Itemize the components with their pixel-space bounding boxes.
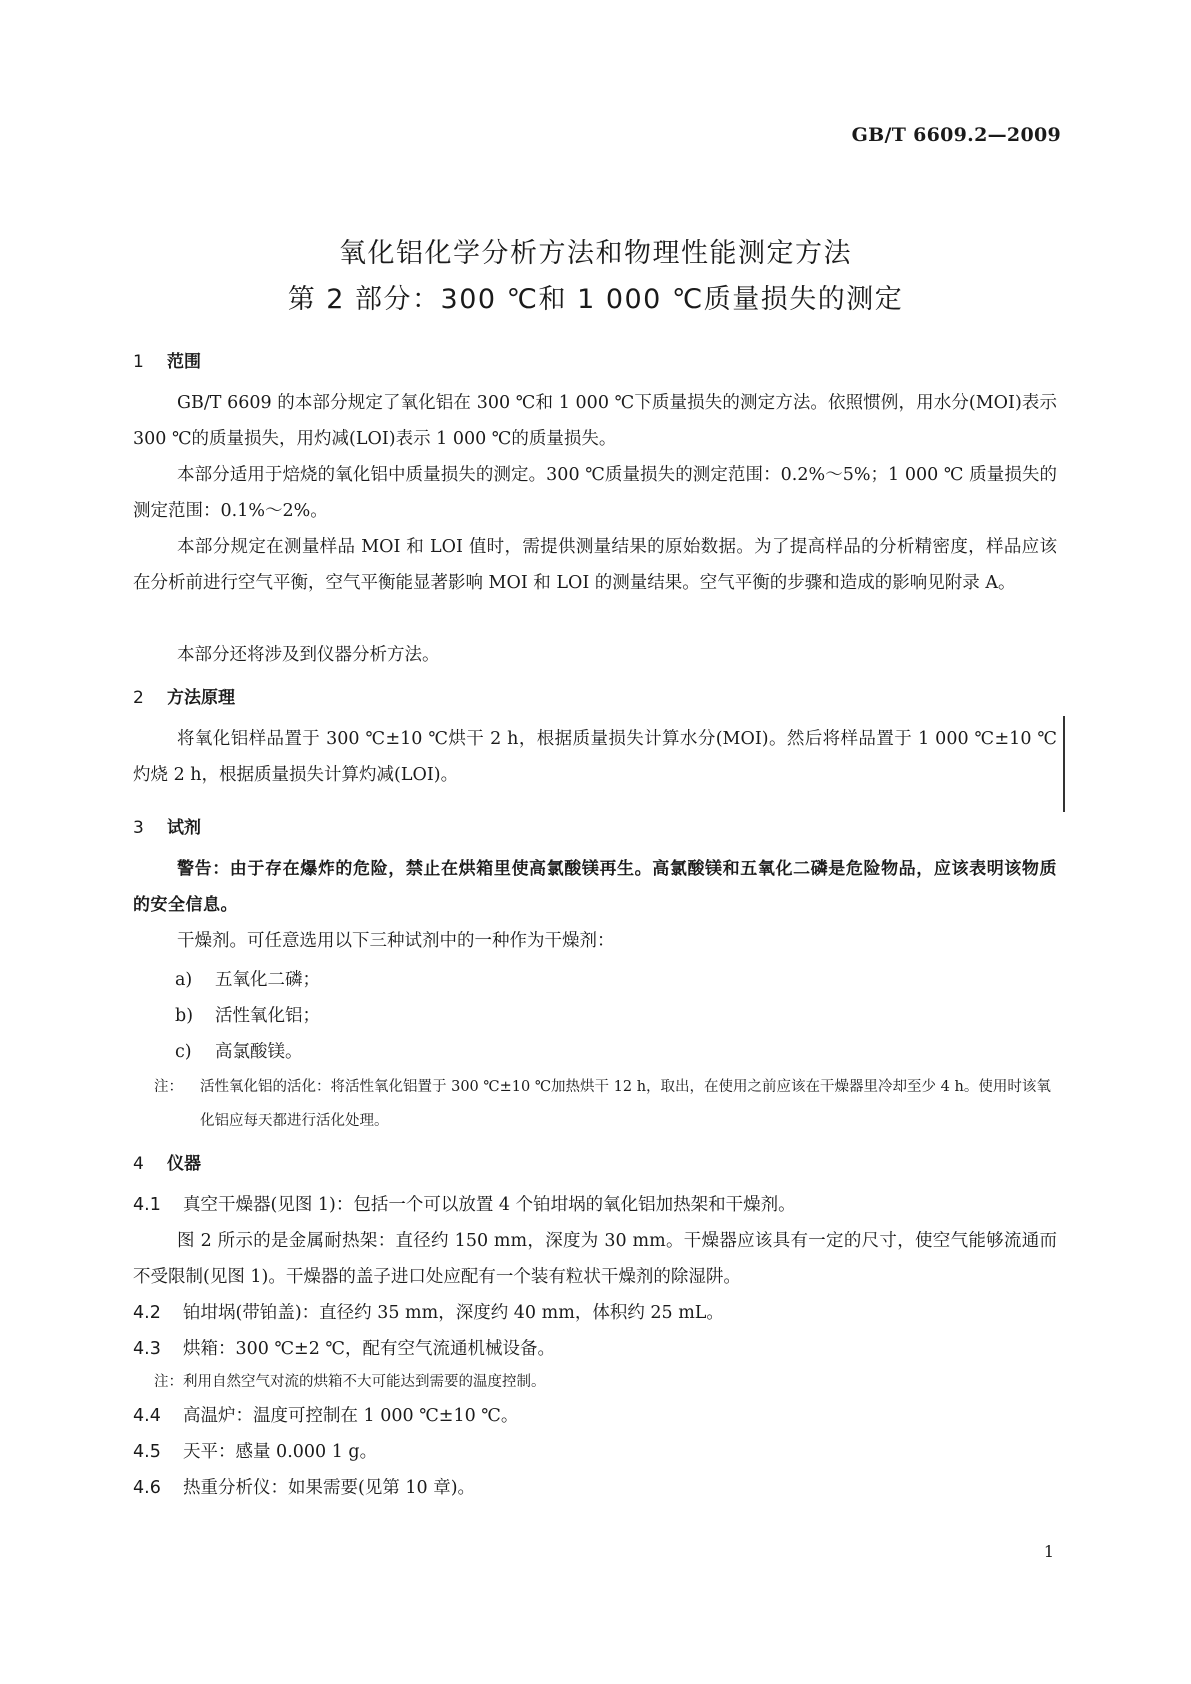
list-text: 活性氧化铝； [215,1006,320,1026]
section-title: 仪器 [167,1154,201,1174]
list-marker: b) [175,1006,194,1026]
list-item [175,1038,303,1063]
clause-text: 烘箱：300 ℃±2 ℃，配有空气流通机械设备。 [183,1339,555,1359]
section-1-paragraph-3: 本部分规定在测量样品 MOI 和 LOI 值时，需提供测量结果的原始数据。为了提高样品的分析精密度，样品应该在分析前进行空气平衡，空气平衡能显著影响 MOI 和 LOI 的测量结果。空气平衡的步骤和造成的影响见附录 A。 [133,537,1057,593]
section-1-paragraph-1: GB/T 6609 的本部分规定了氧化铝在 300 ℃和 1 000 ℃下质量损失的测定方法。依照惯例，用水分(MOI)表示 300 ℃的质量损失，用灼减(LOI)表示 1 000 ℃的质量损失。 [133,393,1057,449]
clause-number: 4.1 [133,1195,161,1215]
clause-4-1 [133,1187,1057,1223]
section-4-heading [133,1149,201,1174]
clause-number: 4.3 [133,1339,161,1359]
section-number: 3 [133,818,144,838]
section-1-paragraph-2: 本部分适用于焙烧的氧化铝中质量损失的测定。300 ℃质量损失的测定范围：0.2%～5%；1 000 ℃ 质量损失的测定范围：0.1%～2%。 [133,465,1057,521]
section-title: 范围 [167,352,201,372]
section-2-paragraph: 将氧化铝样品置于 300 ℃±10 ℃烘干 2 h，根据质量损失计算水分(MOI)。然后将样品置于 1 000 ℃±10 ℃ 灼烧 2 h，根据质量损失计算灼减(LOI)。 [133,729,1057,785]
desiccant-intro: 干燥剂。可任意选用以下三种试剂中的一种作为干燥剂： [177,931,615,951]
standard-id: GB/T 6609.2—2009 [851,124,1061,146]
document-title-line2: 第 2 部分：300 ℃和 1 000 ℃质量损失的测定 [287,284,904,315]
section-1-heading [133,347,201,372]
clause-4-5 [133,1434,1057,1470]
section-number: 4 [133,1154,144,1174]
clause-number: 4.2 [133,1303,161,1323]
page-number: 1 [1043,1542,1054,1561]
clause-text: 真空干燥器(见图 1)：包括一个可以放置 4 个铂坩埚的氧化铝加热架和干燥剂。 [183,1195,796,1215]
section-3-heading [133,813,201,838]
list-marker: c) [175,1042,192,1062]
activation-note [154,1070,1057,1138]
clause-4-1-paragraph: 图 2 所示的是金属耐热架：直径约 150 mm，深度为 30 mm。干燥器应该具有一定的尺寸，使空气能够流通而不受限制(见图 1)。干燥器的盖子进口处应配有一个装有粒状干燥剂的除湿阱。 [133,1231,1057,1287]
clause-4-2 [133,1295,1057,1331]
list-item [175,1002,320,1027]
section-2-heading [133,683,235,708]
list-text: 高氯酸镁。 [215,1042,303,1062]
clause-4-3 [133,1331,1057,1367]
change-bar [1063,716,1065,812]
list-marker: a) [175,970,193,990]
note-label: 注： [154,1079,183,1095]
section-1-paragraph-4: 本部分还将涉及到仪器分析方法。 [177,645,440,665]
clause-text: 铂坩埚(带铂盖)：直径约 35 mm，深度约 40 mm，体积约 25 mL。 [183,1303,724,1323]
list-item [175,966,320,991]
document-title-line1: 氧化铝化学分析方法和物理性能测定方法 [339,238,852,269]
clause-number: 4.4 [133,1406,161,1426]
section-title: 方法原理 [167,688,235,708]
clause-number: 4.5 [133,1442,161,1462]
clause-4-4 [133,1398,1057,1434]
list-text: 五氧化二磷； [215,970,320,990]
section-number: 1 [133,352,144,372]
section-number: 2 [133,688,144,708]
clause-text: 高温炉：温度可控制在 1 000 ℃±10 ℃。 [183,1406,519,1426]
clause-text: 热重分析仪：如果需要(见第 10 章)。 [183,1478,476,1498]
section-title: 试剂 [167,818,201,838]
clause-number: 4.6 [133,1478,161,1498]
safety-warning: 警告：由于存在爆炸的危险，禁止在烘箱里使高氯酸镁再生。高氯酸镁和五氧化二磷是危险物品，应该表明该物质的安全信息。 [133,859,1057,915]
note-text: 活性氧化铝的活化：将活性氧化铝置于 300 ℃±10 ℃加热烘干 12 h，取出，在使用之前应该在干燥器里冷却至少 4 h。使用时该氧化铝应每天都进行活化处理。 [200,1079,1051,1129]
clause-text: 天平：感量 0.000 1 g。 [183,1442,378,1462]
clause-4-3-note: 注：利用自然空气对流的烘箱不大可能达到需要的温度控制。 [154,1374,546,1390]
clause-4-6 [133,1470,1057,1506]
